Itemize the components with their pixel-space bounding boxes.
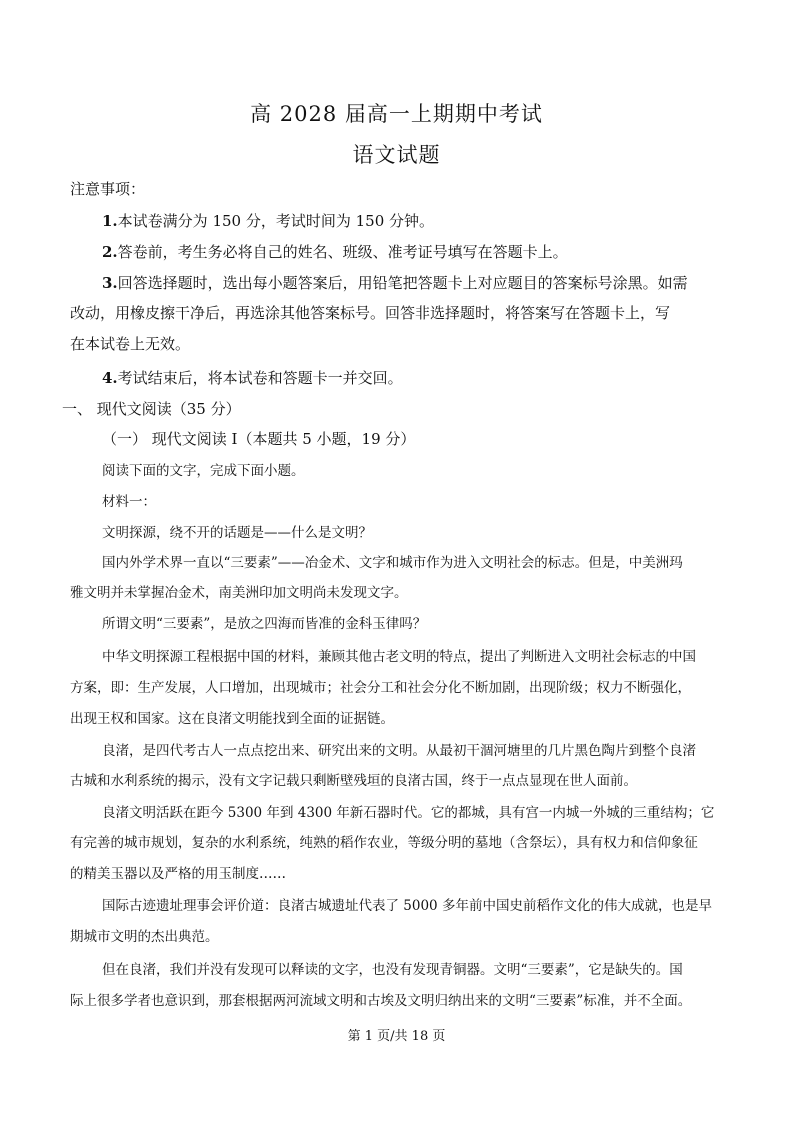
passage-line: 古城和水利系统的揭示，没有文字记载只剩断壁残垣的良渚古国，终于一点点显现在世人面前。: [70, 773, 637, 789]
passage-line: 有完善的城市规划，复杂的水利系统，纯熟的稻作农业，等级分明的墓地（含祭坛），具有权力和信仰象征: [70, 835, 698, 851]
page-number: 第 1 页/共 18 页: [347, 1029, 446, 1044]
section-heading: 一、 现代文阅读（35 分）: [62, 400, 241, 418]
notice-item-number: 3.: [102, 274, 118, 292]
passage-line: 良渚，是四代考古人一点点挖出来、研究出来的文明。从最初干涸河塘里的几片黑色陶片到整个良渚: [102, 743, 696, 759]
passage-line: 雅文明并未掌握冶金术，南美洲印加文明尚未发现文字。: [70, 585, 408, 601]
notice-heading: 注意事项：: [70, 180, 146, 198]
notice-item-number: 2.: [102, 243, 118, 261]
exam-subtitle: 语文试题: [352, 143, 441, 167]
passage-line: 所谓文明“三要素”，是放之四海而皆准的金科玉律吗？: [102, 616, 427, 632]
material-label: 材料一：: [102, 494, 156, 510]
exam-title: 高 2028 届高一上期期中考试: [250, 102, 543, 126]
subsection-heading: （一） 现代文阅读 I（本题共 5 小题，19 分）: [102, 430, 416, 448]
notice-item-2: [102, 241, 762, 262]
passage-line: 良渚文明活跃在距今 5300 年到 4300 年新石器时代。它的都城，具有宫一内城一外城的三重结构；它: [102, 805, 715, 821]
passage-line: 的精美玉器以及严格的用玉制度……: [70, 866, 286, 882]
notice-item-4: [102, 367, 762, 388]
notice-item-number: 4.: [102, 369, 118, 387]
passage-line: 但在良渚，我们并没有发现可以释读的文字，也没有发现青铜器。文明“三要素”，它是缺失的。国: [102, 962, 683, 978]
passage-line: 文明探源，绕不开的话题是——什么是文明？: [102, 525, 372, 541]
passage-line: 国际古迹遗址理事会评价道：良渚古城遗址代表了 5000 多年前中国史前稻作文化的伟大成就，也是早: [102, 898, 712, 914]
notice-item-3-cont: 在本试卷上无效。: [70, 335, 191, 353]
passage-line: 期城市文明的杰出典范。: [70, 929, 219, 945]
notice-item-3-cont: 改动，用橡皮擦干净后，再选涂其他答案标号。回答非选择题时，将答案写在答题卡上，写: [70, 304, 671, 322]
passage-line: 中华文明探源工程根据中国的材料，兼顾其他古老文明的特点，提出了判断进入文明社会标志的中国: [102, 649, 696, 665]
passage-line: 际上很多学者也意识到，那套根据两河流域文明和古埃及文明归纳出来的文明“三要素”标准，并不全面。: [70, 993, 692, 1009]
notice-item-3: [102, 272, 762, 293]
reading-instruction: 阅读下面的文字，完成下面小题。: [102, 463, 305, 479]
passage-line: 出现王权和国家。这在良渚文明能找到全面的证据链。: [70, 711, 394, 727]
notice-item-1: [102, 210, 762, 231]
notice-item-text: 回答选择题时，选出每小题答案后，用铅笔把答题卡上对应题目的答案标号涂黑。如需: [117, 274, 688, 292]
notice-item-number: 1.: [102, 212, 118, 230]
passage-line: 方案，即：生产发展，人口增加，出现城市；社会分工和社会分化不断加剧，出现阶级；权力不断强化，: [70, 680, 691, 696]
notice-item-text: 答卷前，考生务必将自己的姓名、班级、准考证号填写在答题卡上。: [117, 243, 568, 261]
passage-line: 国内外学术界一直以“三要素”——冶金术、文字和城市作为进入文明社会的标志。但是，中美洲玛: [102, 555, 683, 571]
notice-item-text: 本试卷满分为 150 分，考试时间为 150 分钟。: [117, 212, 435, 230]
notice-item-text: 考试结束后，将本试卷和答题卡一并交回。: [117, 369, 403, 387]
